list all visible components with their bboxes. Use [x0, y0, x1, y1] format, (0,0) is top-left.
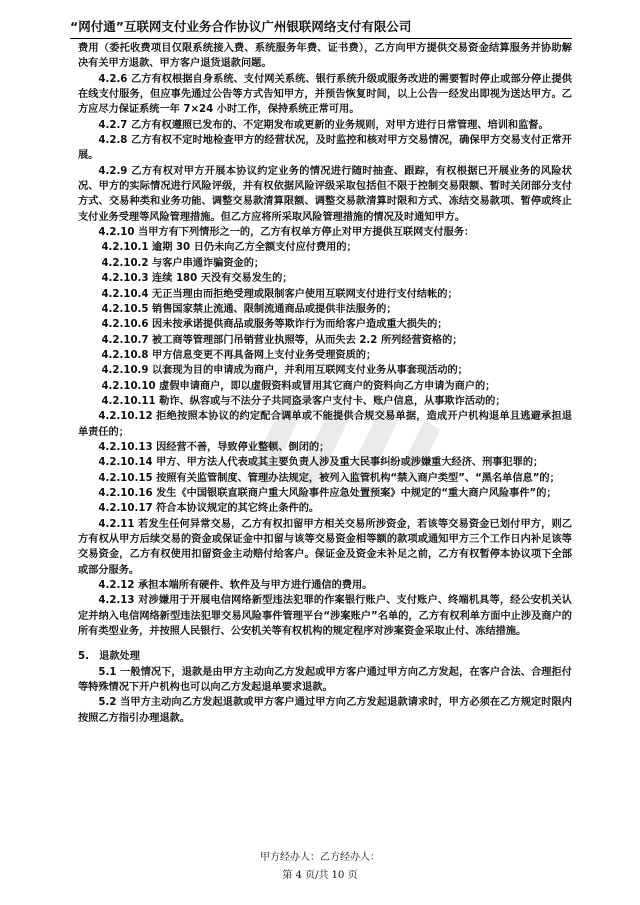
clause-5-1: 5.1 一般情况下，退款是由甲方主动向乙方发起或甲方客户通过甲方向乙方发起，在客户合法、合理拒付等特殊情况下开户机构也可以向乙方发起退单要求退款。 [78, 666, 572, 694]
list-item: 4.2.10.13 因经营不善，导致停业整顿、倒闭的； [98, 441, 330, 453]
clause-5-2: 5.2 当甲方主动向乙方发起退款或甲方客户通过甲方向乙方发起退款请求时，甲方必须在乙方规定时限内按照乙方指引办理退款。 [78, 697, 572, 724]
clause-4-2-13: 4.2.13 对涉嫌用于开展电信网络新型违法犯罪的作案银行账户、支付账户、终端机具等，经公安机关认定并纳入电信网络新型违法犯罪交易风险事件管理平台“涉案账户”名单的，乙方有权利单方面中止涉及商户的所有类型业务，并按照人民银行、公安机关等有权机构的规定程序对涉案资金采取止付、冻结措施。 [78, 595, 572, 638]
clause-4-2-12: 4.2.12 承担本端所有硬件、软件及与甲方进行通信的费用。 [98, 580, 373, 592]
document-body [78, 41, 572, 726]
clause-4-2-7: 4.2.7 乙方有权遵照已发布的、不定期发布或更新的业务规则，对甲方进行日常管理、培训和监督。 [98, 119, 549, 131]
paragraph: 费用（委托收费项目仅限系统接入费、系统服务年费、证书费），乙方向甲方提供交易资金结算服务并协助解决有关甲方退款、甲方客户退货退款问题。 [78, 43, 572, 70]
list-item: 4.2.10.10 虚假申请商户，即以虚假资料或冒用其它商户的资料向乙方申请为商户的； [101, 380, 496, 392]
list-item: 4.2.10.14 甲方、甲方法人代表或其主要负责人涉及重大民事纠纷或涉嫌重大经济、刑事犯罪的； [98, 457, 544, 469]
list-item: 4.2.10.7 被工商等管理部门吊销营业执照等，从而失去 2.2 所列经营资格的； [101, 334, 463, 346]
clause-4-2-9: 4.2.9 乙方有权对甲方开展本协议约定业务的情况进行随时抽查、跟踪，有权根据已开展业务的风险状况、甲方的实际情况进行风险评级，并有权依据风险评级采取包括但不限于控制交易限额、暂时关闭部分支付方式、交易种类和业务功能、调整交易款清算限额、调整交易款清算时限和方式、冻结交易款项、暂停或终止支付业务受理等风险管理措施。但乙方应将所采取风险管理措施的情况及时通知甲方。 [78, 165, 572, 223]
clause-4-2-6: 4.2.6 乙方有权根据自身系统、支付网关系统、银行系统升级或服务改进的需要暂时停止或部分停止提供在线支付服务，但应事先通过公告等方式告知甲方，并预告恢复时间，以上公告一经发出即视为送达甲方。乙方应尽力保证系统一年 7×24 小时工作，保持系统正常可用。 [78, 73, 572, 116]
clause-4-2-11: 4.2.11 若发生任何异常交易，乙方有权扣留甲方相关交易所涉资金，若该等交易资金已划付甲方，则乙方有权从甲方后续交易的资金或保证金中扣留与该等交易资金相等额的款项或通知甲方三个工作日内补足该等交易资金，乙方有权使用扣留资金主动赔付给客户。保证金及资金未补足之前，乙方有权暂停本协议项下全部或部分服务。 [78, 518, 572, 576]
list-item: 4.2.10.8 甲方信息变更不再具备网上支付业务受理资质的； [101, 349, 377, 361]
list-item: 4.2.10.1 逾期 30 日仍未向乙方全额支付应付费用的； [101, 242, 357, 254]
clause-4-2-8: 4.2.8 乙方有权不定时地检查甲方的经营状况，及时监控和核对甲方交易情况，确保甲方交易支付正常开展。 [78, 135, 572, 162]
list-item: 4.2.10.12 拒绝按照本协议的约定配合调单或不能提供合规交易单据，造成开户机构退单且逃避承担退单责任的； [78, 411, 572, 438]
document-header: “网付通”互联网支付业务合作协议广州银联网络支付有限公司 [70, 19, 412, 34]
page-number: 第 4 页/共 10 页 [282, 870, 358, 881]
section-5-heading: 5. 退款处理 [78, 651, 140, 663]
list-item: 4.2.10.11 勒诈、纵容或与不法分子共同盗录客户支付卡、账户信息，从事欺诈活动的； [101, 395, 506, 407]
list-item: 4.2.10.15 按照有关监管制度、管理办法规定，被列入监管机构“禁入商户类型”、“黑名单信息”的； [98, 472, 560, 484]
list-item: 4.2.10.9 以套现为目的申请成为商户，并利用互联网支付业务从事套现活动的； [101, 365, 468, 377]
list-item: 4.2.10.3 连续 180 天没有交易发生的； [101, 273, 293, 285]
list-item: 4.2.10.16 发生《中国银联直联商户重大风险事件应急处置预案》中规定的“重大商户风险事件”的； [98, 487, 557, 499]
list-item: 4.2.10.17 符合本协议规定的其它终止条件的。 [98, 503, 320, 515]
section-gap [78, 639, 572, 649]
list-item: 4.2.10.6 因未按承诺提供商品或服务等欺诈行为而给客户造成重大损失的； [101, 319, 448, 331]
signature-line: 甲方经办人：乙方经办人： [260, 852, 380, 863]
header-rule [70, 38, 572, 39]
list-item: 4.2.10.5 销售国家禁止流通、限制流通商品或提供非法服务的； [101, 303, 397, 315]
list-item: 4.2.10.2 与客户串通诈骗资金的； [101, 257, 265, 269]
list-item: 4.2.10.4 无正当理由而拒绝受理或限制客户使用互联网支付进行支付结帐的； [101, 288, 458, 300]
clause-4-2-10: 4.2.10 当甲方有下列情形之一的，乙方有权单方停止对甲方提供互联网支付服务： [98, 227, 475, 239]
